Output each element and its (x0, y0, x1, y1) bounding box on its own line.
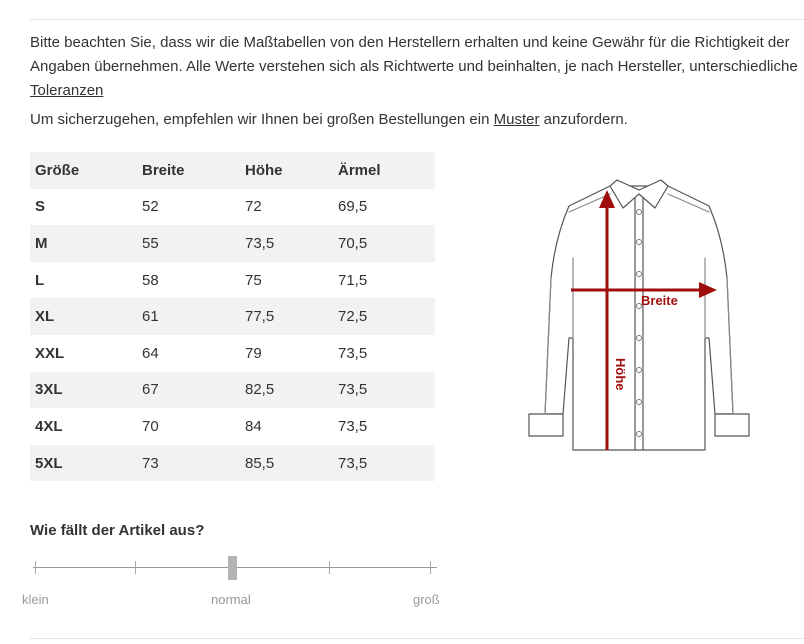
size-cell: 5XL (35, 454, 63, 472)
fit-slider-tick (135, 561, 136, 574)
sleeve-cell: 72,5 (338, 308, 368, 326)
height-cell: 77,5 (245, 308, 275, 326)
notice-line-2: Angaben übernehmen. Alle Werte verstehen sich als Richtwerte und beinhalten, je nach Hersteller, unterschiedliche (30, 58, 798, 75)
height-label: Höhe (613, 358, 628, 391)
table-row (30, 372, 435, 409)
height-cell: 72 (245, 198, 262, 216)
height-cell: 79 (245, 344, 262, 362)
size-cell: M (35, 234, 48, 252)
size-cell: 4XL (35, 417, 63, 435)
width-cell: 70 (142, 417, 159, 435)
width-cell: 64 (142, 344, 159, 362)
table-row (30, 225, 435, 262)
fit-slider-tick (329, 561, 330, 574)
table-row (30, 262, 435, 299)
sample-advice (30, 108, 628, 132)
width-cell: 52 (142, 198, 159, 216)
size-cell: XXL (35, 344, 65, 362)
header-width: Breite (142, 161, 185, 179)
header-height: Höhe (245, 161, 283, 179)
width-cell: 73 (142, 454, 159, 472)
sleeve-cell: 70,5 (338, 234, 368, 252)
table-row (30, 298, 435, 335)
advice-text-after: anzufordern. (539, 111, 628, 128)
sleeve-cell: 73,5 (338, 417, 368, 435)
size-table (30, 152, 435, 481)
size-cell: XL (35, 308, 55, 326)
width-label: Breite (641, 293, 678, 308)
tolerances-link[interactable]: Toleranzen (30, 82, 104, 99)
fit-label-small: klein (22, 592, 49, 607)
shirt-outline (529, 180, 749, 450)
table-row (30, 408, 435, 445)
table-row (30, 445, 435, 482)
fit-slider-tick (430, 561, 431, 574)
table-header-row (30, 152, 435, 189)
height-cell: 73,5 (245, 234, 275, 252)
width-cell: 61 (142, 308, 159, 326)
height-cell: 85,5 (245, 454, 275, 472)
sleeve-cell: 73,5 (338, 454, 368, 472)
sample-link[interactable]: Muster (493, 111, 540, 128)
top-divider (30, 19, 804, 20)
fit-slider-handle[interactable] (228, 556, 237, 580)
sleeve-cell: 73,5 (338, 344, 368, 362)
header-size: Größe (35, 161, 80, 179)
sleeve-cell: 71,5 (338, 271, 368, 289)
notice-line-1: Bitte beachten Sie, dass wir die Maßtabellen von den Herstellern erhalten und keine Gewähr für die Richtigkeit der (30, 34, 790, 51)
height-cell: 82,5 (245, 381, 275, 399)
table-row (30, 335, 435, 372)
fit-question: Wie fällt der Artikel aus? (30, 522, 205, 539)
sleeve-cell: 69,5 (338, 198, 368, 216)
width-cell: 67 (142, 381, 159, 399)
width-cell: 58 (142, 271, 159, 289)
size-cell: S (35, 198, 46, 216)
fit-slider-tick (35, 561, 36, 574)
size-cell: L (35, 271, 45, 289)
fit-label-large: groß (413, 592, 440, 607)
header-sleeve: Ärmel (338, 161, 381, 179)
height-cell: 84 (245, 417, 262, 435)
fit-slider (30, 554, 440, 582)
shirt-diagram (525, 178, 755, 458)
bottom-divider (30, 638, 804, 639)
height-cell: 75 (245, 271, 262, 289)
fit-label-normal: normal (211, 592, 251, 607)
table-row (30, 189, 435, 226)
size-cell: 3XL (35, 381, 63, 399)
advice-text-before: Um sicherzugehen, empfehlen wir Ihnen bei großen Bestellungen ein (30, 111, 494, 128)
size-notice (30, 31, 804, 103)
sleeve-cell: 73,5 (338, 381, 368, 399)
width-cell: 55 (142, 234, 159, 252)
